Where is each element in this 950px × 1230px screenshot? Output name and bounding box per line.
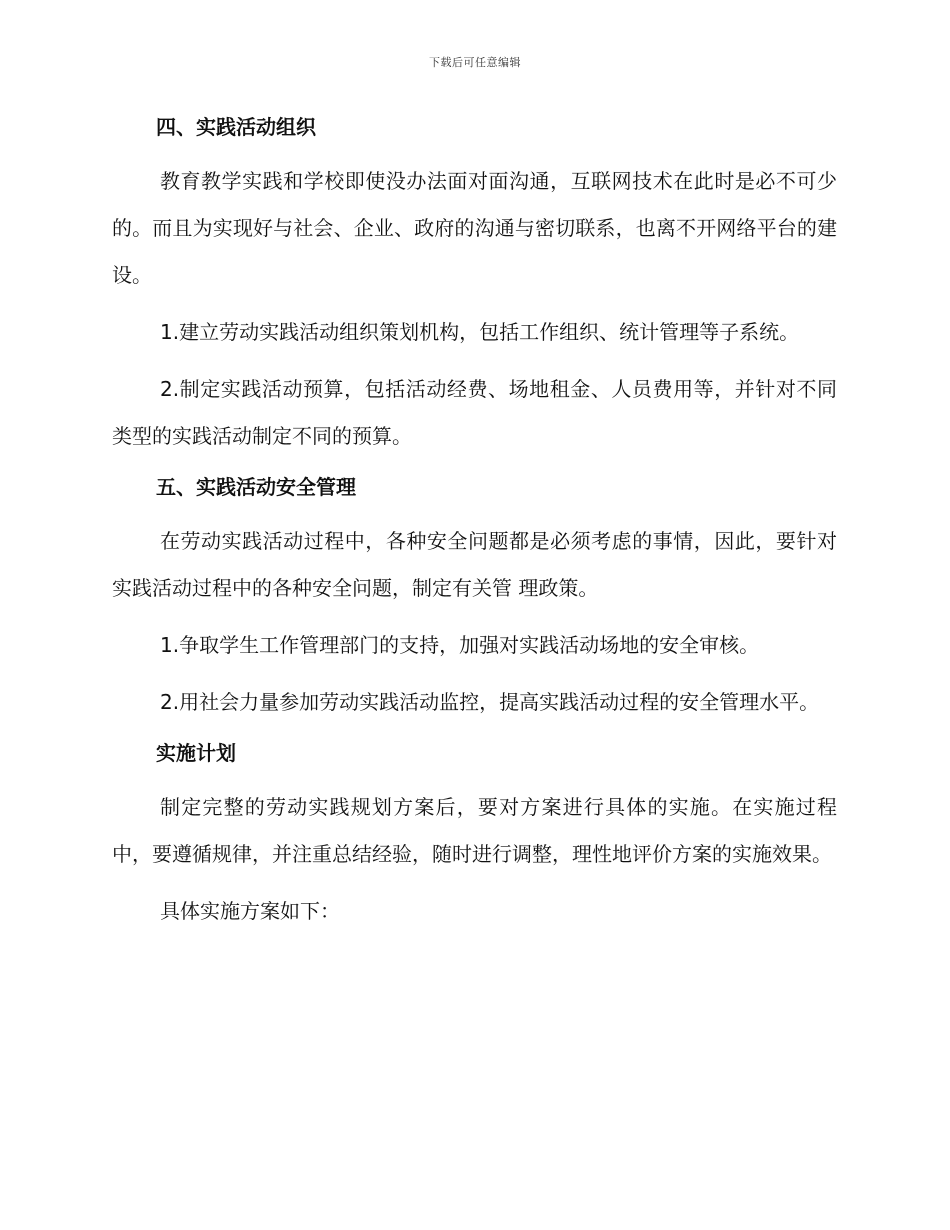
paragraph-plan-intro: 制定完整的劳动实践规划方案后，要对方案进行具体的实施。在实施过程中，要遵循规律，并注重总结经验，随时进行调整，理性地评价方案的实施效果。 xyxy=(112,795,837,866)
section-heading-safety-management: 五、实践活动安全管理 xyxy=(156,475,356,499)
paragraph-safety-intro: 在劳动实践活动过程中，各种安全问题都是必须考虑的事情，因此，要针对实践活动过程中的各种安全问题，制定有关管 理政策。 xyxy=(112,529,837,600)
running-header: 下载后可任意编辑 xyxy=(429,56,521,69)
paragraph-plan-lead: 具体实施方案如下： xyxy=(160,899,340,923)
paragraph-organization-item-1: 1.建立劳动实践活动组织策划机构，包括工作组织、统计管理等子系统。 xyxy=(160,320,800,344)
section-heading-practice-organization: 四、实践活动组织 xyxy=(156,115,316,139)
paragraph-organization-item-2: 2.制定实践活动预算，包括活动经费、场地租金、人员费用等，并针对不同类型的实践活动制定不同的预算。 xyxy=(112,377,837,448)
paragraph-safety-item-2: 2.用社会力量参加劳动实践活动监控，提高实践活动过程的安全管理水平。 xyxy=(160,690,820,714)
paragraph-safety-item-1: 1.争取学生工作管理部门的支持，加强对实践活动场地的安全审核。 xyxy=(160,633,760,657)
document-body xyxy=(112,110,837,945)
paragraph-organization-intro: 教育教学实践和学校即使没办法面对面沟通，互联网技术在此时是必不可少的。而且为实现好与社会、企业、政府的沟通与密切联系，也离不开网络平台的建设。 xyxy=(112,169,837,287)
section-heading-implementation-plan: 实施计划 xyxy=(156,741,236,765)
